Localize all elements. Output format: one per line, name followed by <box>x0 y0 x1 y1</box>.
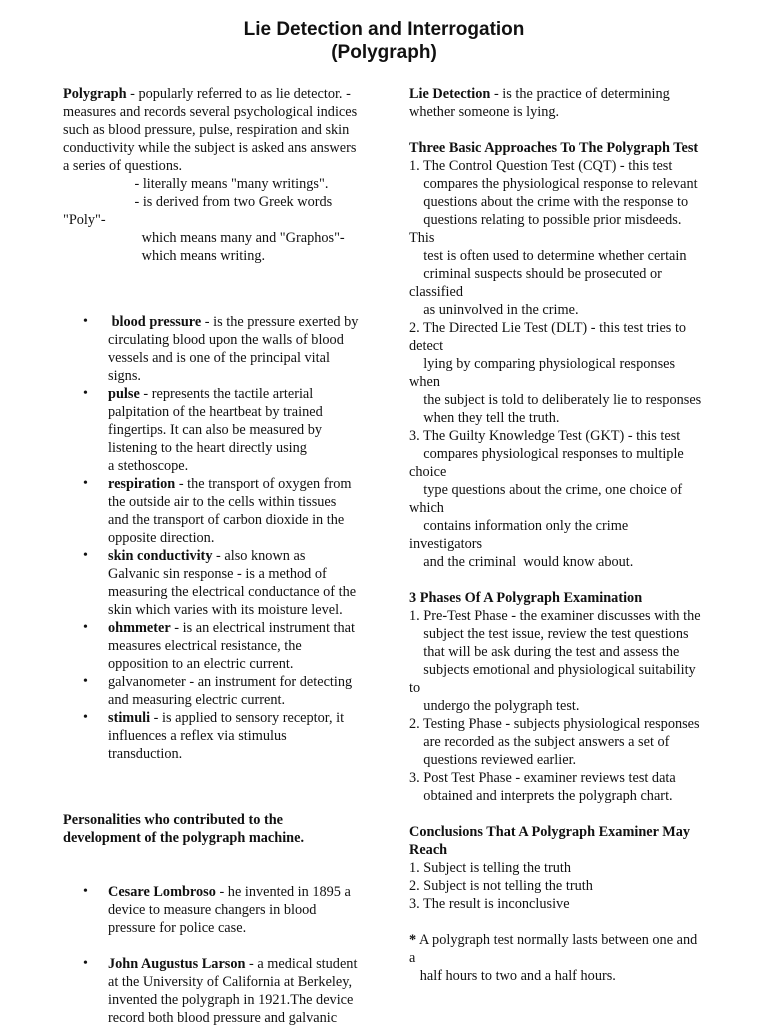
list-item: • galvanometer - an instrument for detecting and measuring electric current. <box>63 673 379 709</box>
definition-line: which means writing. <box>63 248 266 264</box>
polygraph-term: Polygraph <box>63 86 127 102</box>
personalities-heading: Personalities who contributed to the development of the polygraph machine. <box>63 812 305 846</box>
definition-line: "Poly"- <box>63 212 106 228</box>
definition-line: - is derived from two Greek words <box>63 194 333 210</box>
section-heading: Three Basic Approaches To The Polygraph Test <box>409 140 699 156</box>
definition-line: - literally means "many writings". <box>63 176 329 192</box>
conclusions-section: Conclusions That A Polygraph Examiner May Reach 1. Subject is telling the truth 2. Subject is not telling the truth 3. The result is inconclusive <box>409 823 727 913</box>
definition-line: measures and records several psychological indices <box>63 104 358 120</box>
definition-line: such as blood pressure, pulse, respiration and skin <box>63 122 350 138</box>
item-term: Cesare Lombroso <box>108 884 216 900</box>
section-heading: Conclusions That A Polygraph Examiner May <box>409 824 691 840</box>
list-item: • John Augustus Larson - a medical student at the University of California at Berkeley, invented the polygraph in 1921.The device record both blood pressure and galvanic <box>63 955 379 1027</box>
definition-line: which means many and "Graphos"- <box>63 230 345 246</box>
polygraph-definition <box>63 85 379 265</box>
lie-detection-term: Lie Detection <box>409 86 491 102</box>
item-term: John Augustus Larson <box>108 956 246 972</box>
duration-note: * A polygraph test normally lasts between one and a half hours to two and a half hours. <box>409 932 698 984</box>
right-column <box>409 85 727 985</box>
definition-line: a series of questions. <box>63 158 183 174</box>
section-heading: 3 Phases Of A Polygraph Examination <box>409 590 643 606</box>
item-term: blood pressure <box>108 314 202 330</box>
document-title <box>0 18 768 64</box>
item-term: pulse <box>108 386 140 402</box>
list-item: • pulse - represents the tactile arterial palpitation of the heartbeat by trained fingertips. It can also be measured by listening to the heart directly using a stethoscope. <box>63 385 379 475</box>
section-heading: Reach <box>409 842 448 858</box>
item-term: ohmmeter <box>108 620 171 636</box>
item-term: respiration <box>108 476 176 492</box>
approaches-section: Three Basic Approaches To The Polygraph Test 1. The Control Question Test (CQT) - this test compares the physiological response to relevant questions about the crime with the response to questions relating to possible prior misdeeds. This test is often used to determine whether certain criminal suspects should be prosecuted or classified as uninvolved in the crime. 2. The Directed Lie Test (DLT) - this test tries to detect lying by comparing physiological responses when the subject is told to deliberately lie to responses when they tell the truth. 3. The Guilty Knowledge Test (GKT) - this test compares physiological responses to multiple choice type questions about the crime, one choice of which contains information only the crime investigators and the criminal would know about. <box>409 139 727 571</box>
title-line-2: (Polygraph) <box>331 42 437 63</box>
definition-line: conductivity while the subject is asked ans answers <box>63 140 357 156</box>
list-item: • skin conductivity - also known as Galvanic sin response - is a method of measuring the electrical conductance of the skin which varies with its moisture level. <box>63 547 379 619</box>
item-term: skin conductivity <box>108 548 213 564</box>
item-term: stimuli <box>108 710 151 726</box>
list-item: • ohmmeter - is an electrical instrument that measures electrical resistance, the opposition to an electric current. <box>63 619 379 673</box>
list-item: • stimuli - is applied to sensory receptor, it influences a reflex via stimulus transduction. <box>63 709 379 763</box>
phases-section: 3 Phases Of A Polygraph Examination 1. Pre-Test Phase - the examiner discusses with the subject the test issue, review the test questions that will be ask during the test and assess the subjects emotional and physiological suitability to undergo the polygraph test. 2. Testing Phase - subjects physiological responses are recorded as the subject answers a set of questions reviewed earlier. 3. Post Test Phase - examiner reviews test data obtained and interprets the polygraph chart. <box>409 589 727 805</box>
note-asterisk: * <box>409 932 417 948</box>
list-item: • respiration - the transport of oxygen from the outside air to the cells within tissues and the transport of carbon dioxide in the opposite direction. <box>63 475 379 547</box>
definition-line: - popularly referred to as lie detector. - <box>126 86 351 102</box>
list-item: • blood pressure - is the pressure exerted by circulating blood upon the walls of blood vessels and is one of the principal vital signs. <box>63 313 379 385</box>
left-column <box>63 85 379 1027</box>
title-line-1: Lie Detection and Interrogation <box>243 19 525 40</box>
personalities-list <box>63 883 379 1027</box>
list-item: • Cesare Lombroso - he invented in 1895 a device to measure changers in blood pressure for police case. <box>63 883 379 937</box>
polygraph-indices-list <box>63 313 379 763</box>
lie-detection-definition: Lie Detection - is the practice of determining whether someone is lying. <box>409 86 670 120</box>
